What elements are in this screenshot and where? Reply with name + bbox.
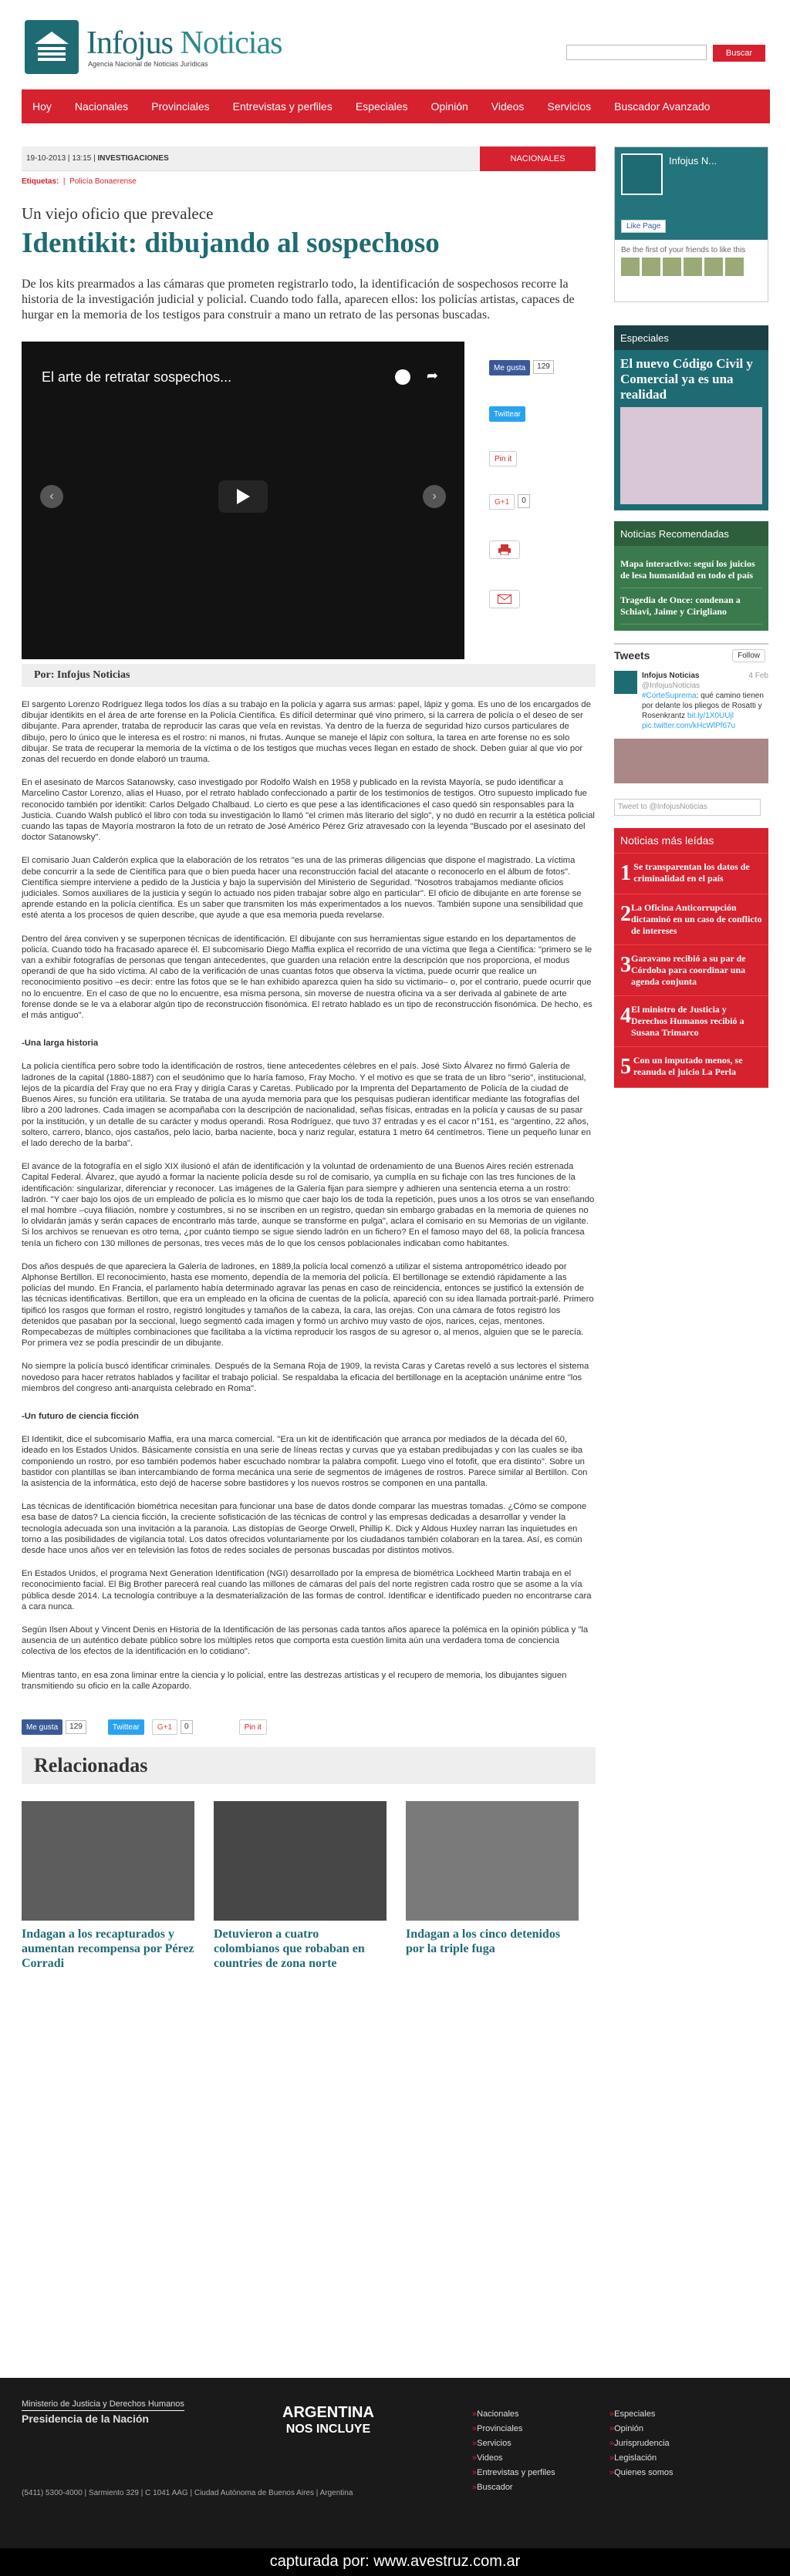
footer-links-1	[472, 2407, 555, 2495]
footer-link[interactable]: » Jurisprudencia	[609, 2436, 674, 2451]
logo-icon	[25, 20, 79, 74]
article-title: Identikit: dibujando al sospechoso	[22, 227, 440, 259]
footer-links-2	[609, 2407, 674, 2480]
related-item[interactable]	[214, 1801, 387, 1971]
tweet-handle: @InfojusNoticias	[642, 682, 701, 690]
search-input[interactable]	[566, 45, 707, 60]
paragraph: La policía científica pero sobre todo la identificación de rostros, tiene antecedentes célebres en el país. José Sixto Álvarez no firmó Galería de ladrones de la capital (1880-1887) con el seudónimo que lo haría famoso, Fray Mocho. Y el motivo es que se trata de un libro "serio", institucional, lejos de la picardía del Fray que no era Fray y dirigía Caras y Caretas. Publicado por la Imprenta del Departamento de Policía de la ciudad de Buenos Aires, su función era utilitaria. Se trataba de una ayuda memoria para que los pesquisas pudieran identificar mediante las fotografías del libro a 200 ladrones. Cada imagen se acompañaba con la descripción de nacionalidad, señas físicas, entradas en la policía y causas de su pasar por la institución, y un detalle de su carácter y modus operandi. Rosa Rodríguez, que tuvo 37 entradas y es el cacor n°151, es "argentino, 22 años, soltero, carrero, blanco, ojos castaños, pelo lacio, barba naciente, boca y nariz regular, estatura 1 metro 64 centímetros. Tiene un pequeño lunar en el lado derecho de la barba".	[22, 1062, 591, 1148]
tweet-to-input[interactable]: Tweet to @InfojusNoticias	[614, 799, 761, 816]
header	[0, 0, 790, 89]
play-icon[interactable]	[218, 480, 268, 513]
article-kicker: Un viejo oficio que prevalece	[22, 204, 214, 223]
footer-link[interactable]: » Buscador	[472, 2480, 555, 2495]
email-icon[interactable]	[489, 590, 520, 608]
especiales-image[interactable]	[620, 407, 762, 504]
mas-leida-title[interactable]: Se transparentan los datos de criminalidad en el país	[633, 861, 750, 884]
footer-link[interactable]: » Quienes somos	[609, 2466, 674, 2480]
mas-leida-number: 3	[620, 953, 631, 977]
nav-item-4[interactable]: Especiales	[355, 100, 408, 113]
capture-caption: capturada por: www.avestruz.com.ar	[0, 2548, 790, 2576]
footer-link[interactable]: » Provinciales	[472, 2422, 555, 2436]
mas-leida-item[interactable]	[614, 945, 768, 996]
prev-arrow-icon[interactable]: ‹	[40, 485, 63, 508]
nav-item-3[interactable]: Entrevistas y perfiles	[232, 100, 333, 113]
gplus-button-bottom[interactable]: G+1	[152, 1719, 177, 1735]
sidebar	[614, 146, 768, 1088]
related-image[interactable]	[214, 1801, 387, 1921]
share-column	[489, 342, 582, 608]
tweet	[642, 671, 768, 731]
article-author: Por: Infojus Noticias	[22, 664, 596, 687]
related-item[interactable]	[406, 1801, 579, 1971]
footer-link[interactable]: » Nacionales	[472, 2407, 555, 2422]
paragraph: Las técnicas de identificación biométrica necesitan para funcionar una base de datos donde comparar las muestras tomadas. ¿Cómo se compone esa base de datos? La ciencia ficción, la creciente sofisticación de las técnicas de control y las empresas dedicadas a desarrollar y vender la tecnología adecuada son una invitación a la paranoia. Las distopías de George Orwell, Phillip K. Dick y Aldous Huxley narran las inquietudes en torno a las posibilidades de vigilancia total. Los datos ofrecidos voluntariamente por los ciudadanos también colaboran en la tarea. Así, es común desde hace unos años ver en televisión las fotos de redes sociales de personas buscadas por distintos motivos.	[22, 1502, 587, 1555]
nav-item-0[interactable]: Hoy	[32, 100, 52, 113]
paragraph: En Estados Unidos, el programa Next Generation Identification (NGI) desarrollado por la empresa de biométrica Lockheed Martin trabaja en el reconocimiento facial. El Big Brother parecerá real cuando las millones de cámaras del país del norte registren cada rostro que se asome a la vía pública desde 2014. La tecnología contribuye a la desmaterialización de las formas de control. Identificar e identificado pueden no encontrarse cara a cara nunca.	[22, 1569, 592, 1611]
mas-leidas-box	[614, 828, 768, 1088]
related-image[interactable]	[22, 1801, 194, 1921]
video-title: El arte de retratar sospechos...	[42, 369, 232, 385]
related-list	[22, 1801, 596, 1971]
footer-link[interactable]: » Opinión	[609, 2422, 674, 2436]
next-arrow-icon[interactable]: ›	[423, 485, 446, 508]
article-time: 13:15	[72, 154, 92, 163]
related-heading: Relacionadas	[22, 1747, 596, 1784]
bottom-share	[22, 1719, 596, 1735]
tweet-image[interactable]	[614, 739, 768, 783]
section-heading: -Un futuro de ciencia ficción	[22, 1411, 139, 1421]
search	[566, 45, 765, 62]
nav-item-7[interactable]: Servicios	[547, 100, 592, 113]
fb-text: Be the first of your friends to like this	[621, 246, 746, 254]
article-meta-bar: 19-10-2013 | 13:15 | INVESTIGACIONES NACIONALES	[22, 146, 596, 171]
tweet-button[interactable]: Twittear	[489, 406, 525, 422]
tweet-date: 4 Feb	[748, 672, 768, 680]
media-row	[22, 342, 596, 659]
recomendadas-heading: Noticias Recomendadas	[614, 521, 768, 546]
tag-link[interactable]: Policía Bonaerense	[69, 177, 137, 186]
fb-page-name[interactable]: Infojus N...	[669, 155, 717, 167]
nav-item-2[interactable]: Provinciales	[151, 100, 210, 113]
recomendada-item[interactable]: Tragedia de Once: condenan a Schiavi, Jaime y Cirigliano	[620, 588, 762, 625]
argentina-text: ARGENTINA	[282, 2404, 374, 2421]
related-title[interactable]: Detuvieron a cuatro colombianos que robaban en countries de zona norte	[214, 1928, 365, 1971]
tweets-heading: Tweets	[614, 649, 650, 662]
footer-link[interactable]: » Especiales	[609, 2407, 674, 2422]
mas-leidas-heading: Noticias más leídas	[614, 828, 768, 854]
twitter-widget	[614, 643, 768, 820]
print-icon[interactable]	[489, 540, 520, 559]
tweet-hashtag[interactable]: #CorteSuprema	[642, 692, 697, 700]
argentina-logo	[282, 2404, 374, 2438]
logo[interactable]	[25, 20, 282, 74]
pin-button-bottom[interactable]: Pin it	[239, 1719, 267, 1735]
paragraph: En el asesinato de Marcos Satanowsky, caso investigado por Rodolfo Walsh en 1958 y publicado en la revista Mayoría, se pudo identificar a Marcelino Castor Lorenzo, alias el Huaso, por el retrato hablado confeccionado a partir de los testimonios de testigos. Otro supuesto implicado fue reconocido también por identikit: Carlos Delgado Chalbaud. Lo cierto es que pese a las identificaciones el caso quedó sin responsables para la Justicia. Cuando Walsh publicó el libro con toda su investigación lo llamó "el crimen más literario del siglo", y no dudó en recurrir a la estética policial cuando las tapas de Mayoría mostraron la foto de un retrato de José Américo Pérez Griz atravesado con la leyenda "Buscado por el asesinato del doctor Satanowsky".	[22, 778, 595, 843]
fb-count-bottom: 129	[66, 1720, 86, 1734]
mas-leida-number: 5	[620, 1055, 631, 1079]
especiales-box	[614, 325, 768, 510]
mas-leida-item[interactable]	[614, 1047, 768, 1088]
footer-link[interactable]: » Videos	[472, 2451, 555, 2466]
section-heading: -Una larga historia	[22, 1039, 99, 1049]
fb-like-button[interactable]: Me gusta	[489, 360, 530, 375]
nav-item-6[interactable]: Videos	[491, 100, 525, 113]
paragraph: El Identikit, dice el subcomisario Maffia, era una marca comercial. "Era un kit de identificación que arranca por mediados de la década del 60, ideado en los Estados Unidos. Básicamente consistía en una serie de líneas rectas y curvas que ya estaban predibujadas y con las cuales se iba componiendo un rostro, por eso también podemos haber escuchado nombrar la palabra compofit. Luego vino el fotofit, que era distinto". Sobre un bastidor con plantillas se iban intercambiando de forma mecánica una serie de segmentos de imágenes de rostros. Parece similar al Bertillon. Con la asistencia de la informática, esto dejó de hacerse sobre bastidores y los nuevos rostros se componen en una pantalla.	[22, 1435, 588, 1488]
footer	[0, 2378, 790, 2548]
mas-leida-title[interactable]: El ministro de Justicia y Derechos Humanos recibió a Susana Trimarco	[631, 1004, 744, 1038]
ministry-name: Ministerio de Justicia y Derechos Humanos	[22, 2399, 184, 2409]
fb-like-button-bottom[interactable]: Me gusta	[22, 1719, 62, 1735]
tweet-text: : qué camino tienen por delante los pliegos de Rosatti y Rosenkrantz	[642, 692, 764, 720]
gplus-count: 0	[518, 494, 530, 508]
mas-leida-number: 2	[620, 902, 631, 926]
presidency-name: Presidencia de la Nación	[22, 2410, 184, 2425]
fb-logo-icon	[621, 153, 663, 195]
tags-label: Etiquetas:	[22, 177, 59, 186]
mas-leida-number: 1	[620, 861, 631, 885]
nav-item-8[interactable]: Buscador Avanzado	[614, 100, 711, 113]
mas-leida-title[interactable]: Garavano recibió a su par de Córdoba para coordinar una agenda conjunta	[631, 953, 746, 987]
mas-leida-title[interactable]: La Oficina Anticorrupción dictaminó en un caso de conflicto de intereses	[631, 902, 762, 936]
nav-item-1[interactable]: Nacionales	[74, 100, 129, 113]
mas-leida-item[interactable]	[614, 996, 768, 1047]
nos-incluye-text: NOS INCLUYE	[285, 2423, 371, 2436]
paragraph: Según Ilsen About y Vincent Denis en Historia de la Identificación de las personas cada tantos años aparece la polémica en la opinión pública y "la ausencia de un auténtico debate público sobre los múltiples retos que comporta esta cuestión limita aún una verdadera toma de conciencia colectiva de los efectos de la identificación en lo cotidiano".	[22, 1625, 589, 1657]
especiales-title[interactable]: El nuevo Código Civil y Comercial ya es una realidad	[620, 356, 753, 402]
fb-cover	[615, 147, 768, 240]
related-title[interactable]: Indagan a los recapturados y aumentan recompensa por Pérez Corradi	[22, 1928, 194, 1971]
fb-widget	[614, 146, 768, 302]
fb-like-page-button[interactable]: Like Page	[621, 220, 666, 233]
tweet-link[interactable]: bit.ly/1X0UUjl	[687, 712, 734, 720]
paragraph: Dentro del área conviven y se superponen técnicas de identificación. El dibujante con sus herramientas sigue estando en los departamentos de policía. Cuando todo ha fracasado aparece él. El subcomisario Diego Maffia explica el recorrido de una víctima que llega a Científica: "primero se le van a exhibir fotografías de personas que tengan antecedentes, que guarden una relación entre la descripción que nos proporciona, el modus operandi de que ha sido víctima. Al cabo de la verificación de unas cuantas fotos que observa la víctima, puede ocurrir que realice un reconocimiento positivo –es decir: entre las fotos que se le han exhibido aparezca quien ha sido su victimario– o, por el contrario, puede ocurrir que no lo encuentre. En el caso de que no lo encuentre, esa misma persona, sin moverse de nuestra oficina va a ser derivada al gabinete de arte forense donde se le va a elaborar algún tipo de reconstrucción fisonómica. El retrato hablado es un tipo de reconstrucción fisonómica. De hecho, es el más antiguo".	[22, 934, 592, 1021]
twitter-avatar[interactable]	[614, 671, 637, 694]
especiales-heading: Especiales	[614, 325, 768, 350]
video-player[interactable]	[22, 342, 464, 659]
ministry-logo[interactable]	[22, 2399, 184, 2425]
section-tab[interactable]: NACIONALES	[480, 146, 596, 171]
footer-address: (5411) 5300-4000 | Sarmiento 329 | C 1041 AAG | Ciudad Autónoma de Buenos Aires | Argentina	[22, 2489, 353, 2497]
fb-faces	[621, 258, 761, 276]
logo-subtitle: Agencia Nacional de Noticias Jurídicas	[88, 60, 208, 68]
gplus-button[interactable]: G+1	[489, 494, 515, 510]
tweet-pic-link[interactable]: pic.twitter.com/kHcWlPf67u	[642, 722, 736, 730]
follow-button[interactable]: Follow	[732, 649, 765, 662]
recomendadas-box	[614, 521, 768, 631]
gplus-count-bottom: 0	[181, 1720, 193, 1734]
article-date: 19-10-2013	[26, 154, 66, 163]
article-body	[22, 699, 596, 1692]
main-content	[22, 146, 596, 1971]
fb-count: 129	[533, 360, 554, 374]
tags: Etiquetas: | Policía Bonaerense	[22, 177, 137, 186]
tweet-button-bottom[interactable]: Twittear	[108, 1719, 144, 1735]
footer-link[interactable]: » Servicios	[472, 2436, 555, 2451]
tweet-author[interactable]: Infojus Noticias	[642, 672, 700, 680]
recomendada-item[interactable]: Mapa interactivo: seguí los juicios de lesa humanidad en todo el país	[620, 552, 762, 588]
pin-button[interactable]: Pin it	[489, 451, 517, 466]
mas-leida-title[interactable]: Con un imputado menos, se reanuda el juicio La Perla	[633, 1055, 743, 1077]
clock-icon[interactable]	[395, 369, 410, 385]
related-item[interactable]	[22, 1801, 194, 1971]
share-icon[interactable]: ➦	[426, 368, 438, 383]
paragraph: No siempre la policía buscó identificar criminales. Después de la Semana Roja de 1909, la revista Caras y Caretas reveló a sus lectores el sistema novedoso para hacer retratos hablados y facilitar el trabajo policial. Se respaldaba la eficacia del bertillonage en la aceptación unánime entre "los miembros del congreso anti-anarquista celebrado en Roma".	[22, 1362, 589, 1393]
paragraph: El avance de la fotografía en el siglo XIX ilusionó el afán de identificación y la voluntad de ordenamiento de una Buenos Aires recién estrenada Capital Federal. Álvarez, que ayudó a formar la naciente policía desde su rol de comisario, ya cumplía en su fichaje con las tres funciones de la identificación: singularizar, diferenciar y reconocer. Las imágenes de la Galería fijan para siempre y adhieren una sentencia eterna a un rostro: ladrón. "Y caer bajo los ojos de un empleado de policía es lo mismo que caer bajo los de toda la repetición, pues unos a los otros se van enseñando el mal hombre –cuya filiación, nombre y costumbres, si no se inscriben en un registro, quedan sin embargo grabadas en la memoria de quienes no lo olvidarán jamás y serán capaces de encontrarlo más tarde, aunque se transforme en pulga", aclara el comisario en su Memorias de un vigilante. Si los archivos se renuevan es otro tema, ¿por cuánto tiempo se sigue siendo ladrón en un fichero? En el famoso mayo del 68, la policía francesa tenía un fichero con 130 millones de personas, tres veces más de lo que los censos poblacionales indicaban como habitantes.	[22, 1162, 595, 1248]
mas-leida-number: 4	[620, 1004, 631, 1028]
article-lead: De los kits prearmados a las cámaras que prometen registrarlo todo, la identificación de sospechosos recorre la historia de la investigación judicial y policial. Cuando todo falla, aparecen ellos: los policías artistas, capaces de hurgar en la memoria de los testigos para construir a mano un retrato de las personas buscadas.	[22, 278, 575, 322]
article-section: INVESTIGACIONES	[97, 154, 169, 163]
main-nav	[22, 89, 770, 123]
nav-item-5[interactable]: Opinión	[430, 100, 468, 113]
paragraph: El sargento Lorenzo Rodríguez llega todos los días a su trabajo en la policía y agarra sus armas: papel, lápiz y goma. Es uno de los encargados de dibujar identikits en el área de arte forense en la Policía Científica. Es difícil determinar qué vino primero, si la carrera de policía o el deseo de ser dibujante. Para aprender, trataba de reproducir las caras que veía en revistas. Ya dentro de la fuerza de seguridad hizo cursos particulares de dibujo, pero lo único que le interesa es el rostro: ni manos, ni frutas. Aunque se maneje el lápiz con soltura, la tarea en arte forense no es solo dibujar. Se trata de recuperar la memoria de la víctima o de los testigos que muchas veces llegan en estado de shock. Deben guiar al que vio por zonas del recuerdo en donde elaboró un trauma.	[22, 700, 591, 765]
mas-leida-item[interactable]	[614, 894, 768, 945]
paragraph: Mientras tanto, en esa zona liminar entre la ciencia y lo policial, entre las destrezas artísticas y el recupero de memoria, los dibujantes siguen transmitiendo su oficio en la calle Azopardo.	[22, 1670, 567, 1691]
paragraph: Dos años después de que apareciera la Galería de ladrones, en 1889,la policía local comenzó a utilizar el sistema antropométrico ideado por Alphonse Bertillon. El reconocimiento, hasta ese momento, dependía de la memoria del policía. El bertillonage se extendió rápidamente a las policías del mundo. En Francia, el parlamento había determinado agravar las penas en caso de reincidencia, entonces se justificó la extensión de las técnicas identificativas. Bertillon, que era un empleado en la oficina de cuentas de la policía, apareció con su idea llamada portrait-parlé. Primero tipificó los rasgos que forman el rostro, registró longitudes y tamaños de la cabeza, la cara, las orejas. Con una cámara de fotos registró los detenidos que pasaban por la seccional, luego segmentó cada imagen y formó un archivo muy vasto de ojos, narices, cejas, mentones. Rompecabezas de múltiples combinaciones que facilitaba a la víctima reproducir los rasgos de su agresor o, al menos, alguien que se le parecía. Por primera vez se podía prescindir de un dibujante.	[22, 1261, 594, 1349]
related-image[interactable]	[406, 1801, 579, 1921]
mas-leida-item[interactable]	[614, 854, 768, 894]
paragraph: El comisario Juan Calderón explica que la elaboración de los retratos "es una de las primeras diligencias que dispone el magistrado. La víctima debe concurrir a la sede de Científica para que o bien pueda hacer una reconstrucción facial del atacante o reconocerlo en el álbum de fotos". Científica siempre interviene a pedido de la Justicia y bajo la supervisión del Ministerio de Seguridad. "Nosotros trabajamos mediante oficios judiciales. Somos auxiliares de la justicia y según lo actuado nos piden trabajar sobre algo en particular". El oficio de dibujante en arte forense se aprende estando en la policía científica. Es un saber que transmiten los más experimentados a los nuevos. También supone una sensibilidad que esté atenta a los procesos de quien describe, que ayude a que esa memoria pueda revelarse.	[22, 856, 583, 921]
footer-link[interactable]: » Legislación	[609, 2451, 674, 2466]
related-title[interactable]: Indagan a los cinco detenidos por la triple fuga	[406, 1928, 561, 1956]
footer-link[interactable]: » Entrevistas y perfiles	[472, 2466, 555, 2480]
search-button[interactable]: Buscar	[713, 45, 765, 62]
logo-title: Infojus Noticias	[86, 25, 282, 61]
